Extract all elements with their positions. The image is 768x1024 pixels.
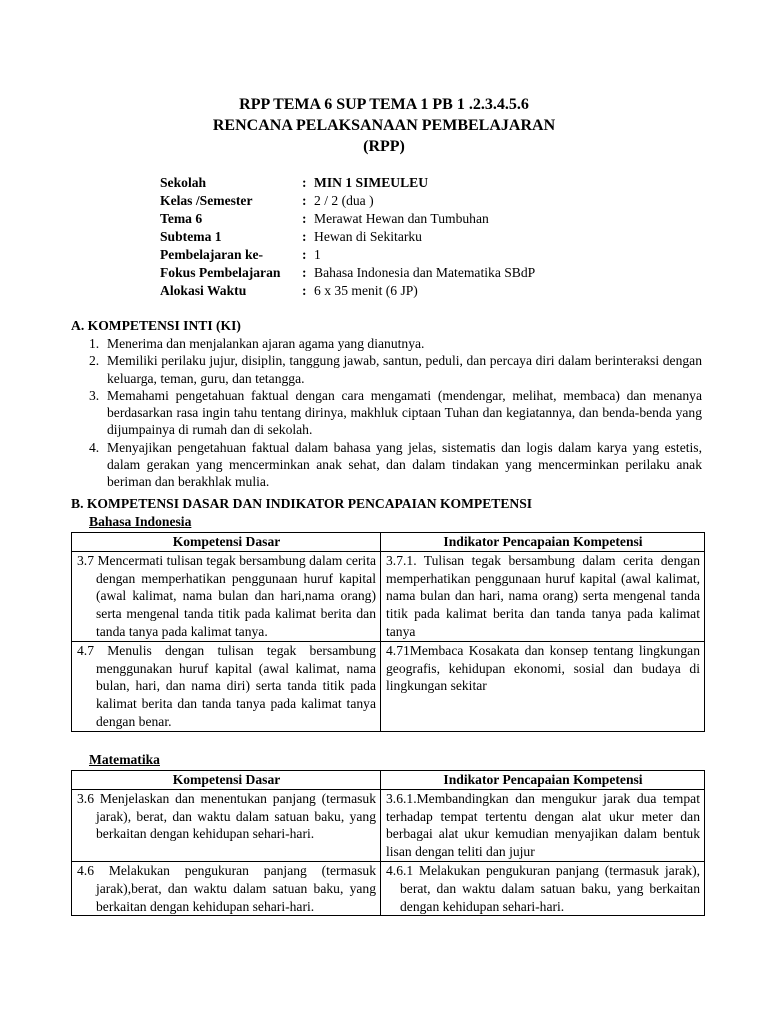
bahasa-indonesia-heading: Bahasa Indonesia (89, 514, 192, 529)
info-label: Pembelajaran ke- (160, 247, 264, 262)
table-row (72, 551, 705, 641)
info-colon: : (302, 229, 307, 244)
info-row-pembelajaran (160, 246, 535, 264)
info-row-sekolah (160, 174, 535, 192)
list-item-number: 2. (89, 353, 100, 369)
matematika-heading: Matematika (89, 752, 160, 767)
table-cell (381, 861, 705, 915)
info-row-fokus (160, 264, 535, 282)
cell-text: 3.7.1. Tulisan tegak bersambung dalam cerita dengan memperhatikan penggunaan huruf kapital (awal kalimat, nama bulan dan hari, nama orang) serta mengenal tanda titik pada kalimat berita dan tanda tanya pada kalimat tanya (386, 552, 700, 639)
column-header-kd: Kompetensi Dasar (72, 533, 381, 552)
info-value: Bahasa Indonesia dan Matematika SBdP (314, 265, 536, 280)
table-header-row (72, 771, 705, 790)
info-row-kelas (160, 192, 535, 210)
info-row-alokasi (160, 282, 535, 300)
cell-text: 4.6.1 Melakukan pengukuran panjang (termasuk jarak), berat, dan waktu dalam satuan baku, yang berkaitan dengan kehidupan sehari-hari. (386, 862, 700, 914)
info-label: Kelas /Semester (160, 193, 253, 208)
list-item-text: Memiliki perilaku jujur, disiplin, tanggung jawab, santun, peduli, dan percaya diri dalam berinteraksi dengan keluarga, teman, guru, dan tetangga. (107, 353, 702, 386)
list-item-text: Memahami pengetahuan faktual dengan cara mengamati (mendengar, melihat, membaca) dan menanya berdasarkan rasa ingin tahu tentang dirinya, makhluk ciptaan Tuhan dan kegiatannya, dan benda-benda yang dijumpainya di rumah dan di sekolah. (107, 387, 702, 438)
info-label: Sekolah (160, 175, 207, 190)
list-item-number: 4. (89, 439, 100, 455)
doc-title-line3: (RPP) (363, 138, 405, 155)
table-row (72, 641, 705, 731)
info-colon: : (302, 211, 307, 226)
doc-title-line2: RENCANA PELAKSANAAN PEMBELAJARAN (212, 117, 556, 134)
cell-text: 3.6 Menjelaskan dan menentukan panjang (termasuk jarak), berat, dan waktu dalam satuan baku, yang berkaitan dengan kehidupan sehari-hari. (77, 790, 376, 842)
table-cell (72, 789, 381, 861)
section-b-heading: B. KOMPETENSI DASAR DAN INDIKATOR PENCAPAIAN KOMPETENSI (71, 496, 533, 511)
info-label: Fokus Pembelajaran (160, 265, 281, 280)
info-value: 1 (314, 247, 321, 262)
info-colon: : (302, 247, 307, 262)
doc-title-line1: RPP TEMA 6 SUP TEMA 1 PB 1 .2.3.4.5.6 (239, 96, 529, 113)
matematika-table (71, 770, 705, 916)
info-label: Alokasi Waktu (160, 283, 247, 298)
info-value: 2 / 2 (dua ) (314, 193, 374, 208)
info-row-subtema (160, 228, 535, 246)
list-item (89, 439, 702, 491)
table-row (72, 789, 705, 861)
column-header-ipk: Indikator Pencapaian Kompetensi (381, 533, 705, 552)
table-header-row (72, 533, 705, 552)
info-colon: : (302, 265, 307, 280)
table-cell (72, 551, 381, 641)
list-item (89, 387, 702, 439)
cell-text: 3.7 Mencermati tulisan tegak bersambung dalam cerita dengan memperhatikan penggunaan huruf kapital (awal kalimat, nama bulan dan hari,nama orang) serta mengenal tanda titik pada kalimat berita dan tanda tanya pada kalimat tanya. (77, 552, 376, 639)
cell-text: 4.71Membaca Kosakata dan konsep tentang lingkungan geografis, kehidupan ekonomi, sosial dan budaya di lingkungan sekitar (386, 642, 700, 694)
list-item-number: 1. (89, 336, 100, 351)
list-item-text: Menerima dan menjalankan ajaran agama yang dianutnya. (107, 336, 425, 351)
info-label: Tema 6 (160, 211, 203, 226)
table-cell (381, 789, 705, 861)
cell-text: 3.6.1.Membandingkan dan mengukur jarak dua tempat terhadap tempat tertentu dengan alat ukur meter dan berbagai alat ukur kemudian menyajikan dalam bentuk lisan dengan teliti dan jujur (386, 790, 700, 860)
info-row-tema (160, 210, 535, 228)
table-cell (381, 641, 705, 731)
column-header-kd: Kompetensi Dasar (72, 771, 381, 790)
info-value: 6 x 35 menit (6 JP) (314, 283, 418, 298)
bahasa-indonesia-table (71, 532, 705, 732)
section-a-heading: A. KOMPETENSI INTI (KI) (71, 318, 241, 333)
table-cell (72, 641, 381, 731)
list-item (89, 335, 702, 352)
column-header-ipk: Indikator Pencapaian Kompetensi (381, 771, 705, 790)
list-item-text: Menyajikan pengetahuan faktual dalam bahasa yang jelas, sistematis dan logis dalam karya yang estetis, dalam gerakan yang mencerminkan anak sehat, dan dalam tindakan yang mencerminkan perilaku anak beriman dan berakhlak mulia. (107, 439, 702, 490)
info-value: Merawat Hewan dan Tumbuhan (314, 211, 489, 226)
info-colon: : (302, 175, 307, 190)
list-item (89, 352, 702, 387)
cell-text: 4.7 Menulis dengan tulisan tegak bersambung menggunakan huruf kapital (awal kalimat, nama bulan, hari, dan nama diri) serta tanda titik pada kalimat berita dan tanda tanya pada kalimat tanya dengan benar. (77, 642, 376, 729)
table-cell (381, 551, 705, 641)
list-item-number: 3. (89, 387, 100, 403)
table-row (72, 861, 705, 915)
info-colon: : (302, 283, 307, 298)
cell-text: 4.6 Melakukan pengukuran panjang (termasuk jarak),berat, dan waktu dalam satuan baku, yang berkaitan dengan kehidupan sehari-hari. (77, 862, 376, 914)
info-colon: : (302, 193, 307, 208)
info-value: MIN 1 SIMEULEU (314, 175, 429, 190)
identity-block (160, 174, 535, 300)
ki-list (89, 335, 702, 491)
info-value: Hewan di Sekitarku (314, 229, 422, 244)
info-label: Subtema 1 (160, 229, 222, 244)
table-cell (72, 861, 381, 915)
